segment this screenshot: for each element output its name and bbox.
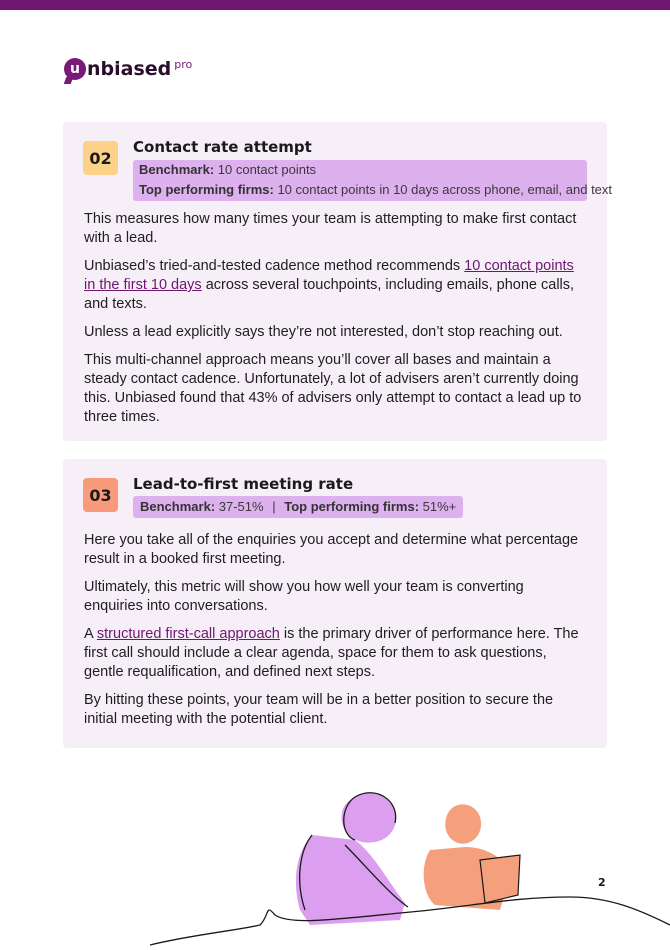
unbiased-pro-logo[interactable]	[64, 58, 192, 80]
separator: |	[272, 499, 276, 514]
logo-pro-suffix: pro	[174, 58, 193, 71]
section-title: Lead-to-first meeting rate	[133, 475, 354, 493]
paragraph: By hitting these points, your team will be in a better position to secure the initial meeting with the potential client.	[84, 692, 554, 727]
two-people-at-laptop-illustration	[150, 785, 670, 950]
paragraph-text: A	[84, 626, 97, 642]
section-card-contact-rate	[63, 122, 613, 441]
paragraph-text: is the primary driver of performance here. The first call should include a clear agenda, space for them to ask questions, gentle requalification, and defined next steps.	[84, 626, 579, 680]
logo-mark: u	[64, 58, 86, 80]
cadence-method-link[interactable]: 10 contact points in the first 10 days	[84, 258, 574, 293]
orange-figure-head	[445, 804, 481, 843]
section-number-badge: 03	[83, 478, 118, 512]
benchmark-label: Benchmark:	[139, 162, 215, 177]
paragraph	[84, 625, 584, 682]
top-performing-row	[139, 180, 613, 200]
section-title: Contact rate attempt	[133, 138, 312, 156]
purple-figure-body	[296, 835, 405, 925]
logo-wordmark: nbiased	[87, 58, 172, 80]
section-body	[84, 531, 584, 738]
top-performing-value: 51%+	[422, 499, 457, 514]
purple-figure-head	[341, 793, 396, 842]
paragraph: Ultimately, this metric will show you how well your team is converting enquiries into conversations.	[84, 579, 524, 614]
paragraph: This measures how many times your team is attempting to make first contact with a lead.	[84, 211, 577, 246]
section-number-badge: 02	[83, 141, 118, 175]
paragraph-text: Unbiased’s tried-and-tested cadence method recommends	[84, 258, 465, 274]
top-performing-value: 10 contact points in 10 days across phone, email, and text	[277, 182, 613, 197]
section-card-lead-to-meeting	[63, 459, 607, 748]
benchmark-value: 37-51%	[218, 499, 264, 514]
ground-line	[150, 897, 670, 945]
benchmark-box	[133, 160, 613, 201]
benchmark-row	[139, 160, 587, 180]
laptop	[480, 855, 520, 903]
top-brand-bar	[0, 0, 670, 10]
top-performing-label: Top performing firms:	[284, 499, 420, 514]
benchmark-label: Benchmark:	[140, 499, 216, 514]
paragraph-text: across several touchpoints, including emails, phone calls, and texts.	[84, 277, 575, 312]
paragraph: This multi-channel approach means you’ll cover all bases and maintain a steady contact cadence. Unfortunately, a lot of advisers aren’t currently doing this. Unbiased found that 43% of advisers only attempt to contact a lead up to three times.	[84, 352, 582, 425]
paragraph	[84, 257, 584, 314]
paragraph: Here you take all of the enquiries you accept and determine what percentage result in a booked first meeting.	[84, 532, 579, 567]
section-body	[84, 210, 584, 436]
paragraph: Unless a lead explicitly says they’re not interested, don’t stop reaching out.	[84, 324, 563, 340]
top-performing-label: Top performing firms:	[139, 182, 274, 197]
benchmark-box	[133, 496, 463, 518]
benchmark-value: 10 contact points	[217, 162, 317, 177]
page-number: 2	[598, 876, 606, 889]
first-call-approach-link[interactable]: structured first-call approach	[96, 626, 280, 642]
